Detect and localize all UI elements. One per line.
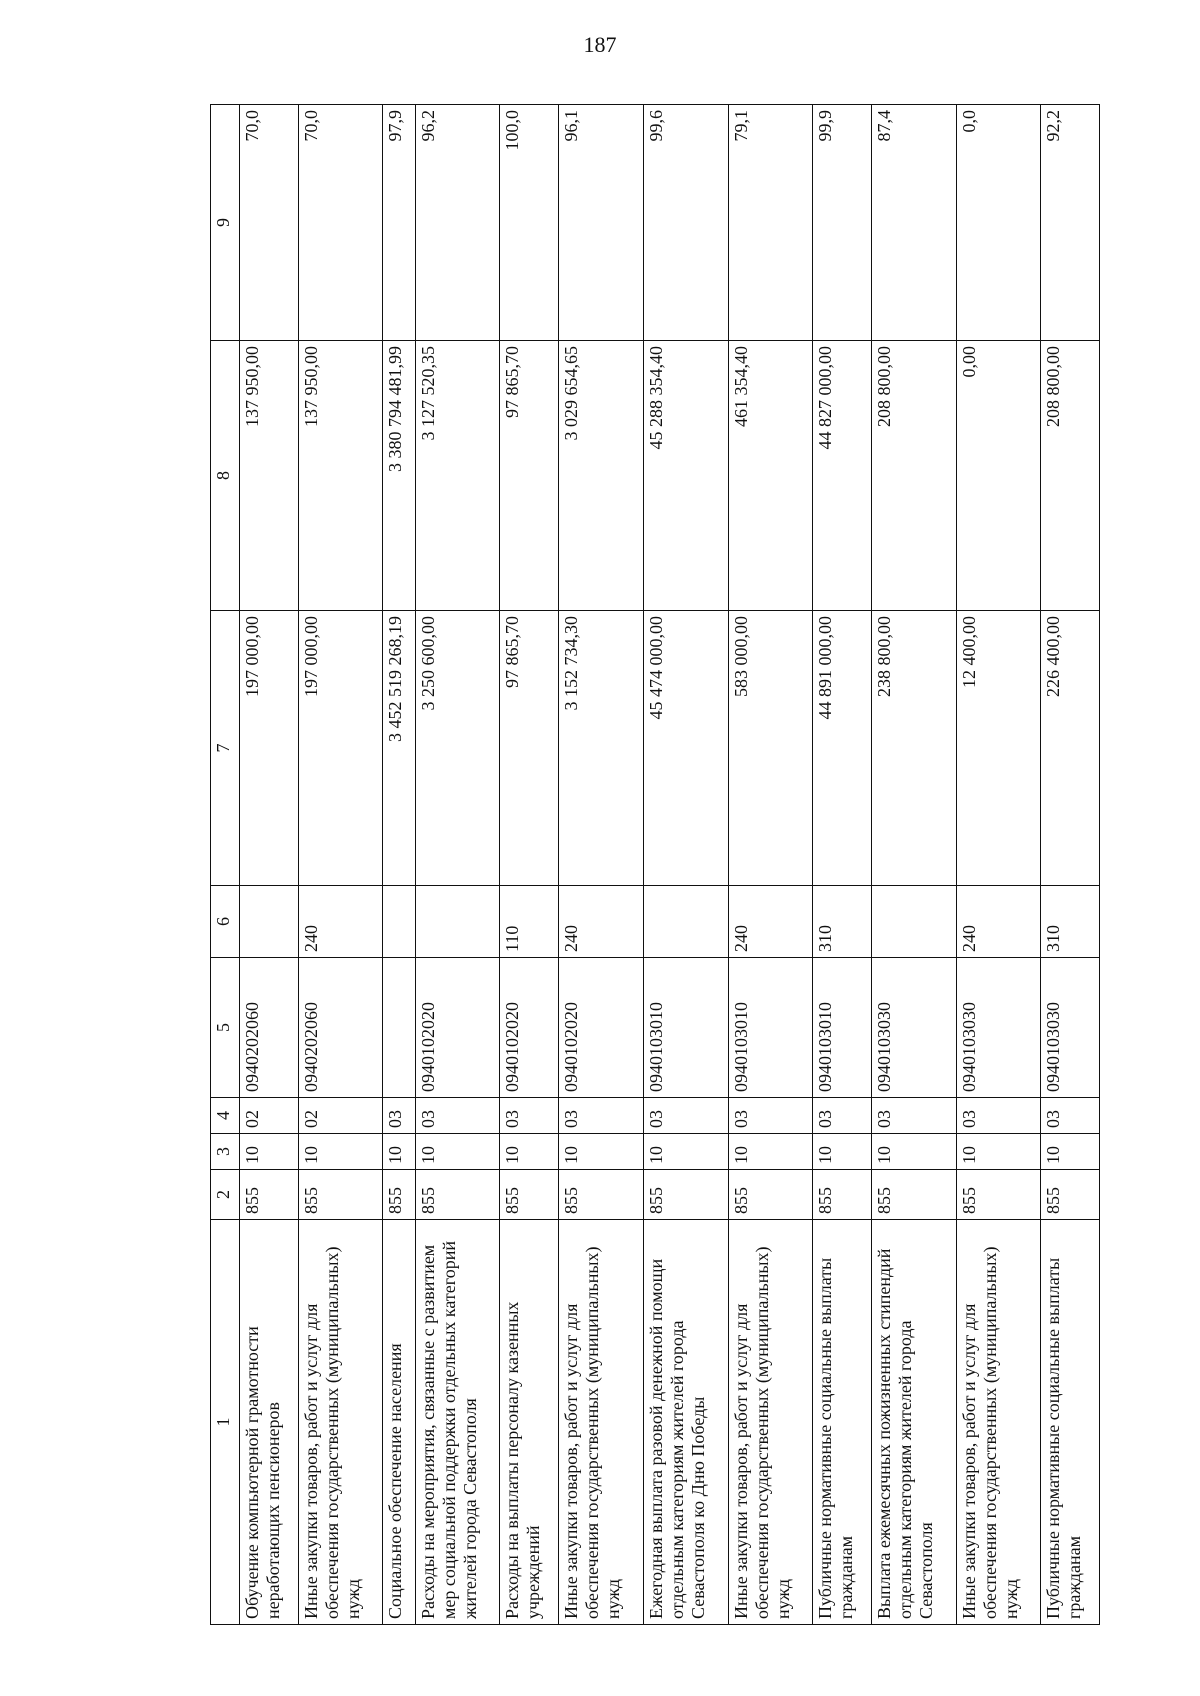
- table-row: [500, 105, 559, 1625]
- table-body: [240, 105, 1100, 1625]
- table-cell-col-9: 97,9: [383, 105, 415, 341]
- table-cell-col-7: 583 000,00: [728, 611, 813, 886]
- table-cell-col-7: 238 800,00: [871, 611, 956, 886]
- table-cell-col-1: Иные закупки товаров, работ и услуг для обеспечения государственных (муниципальных) нужд: [559, 1220, 644, 1625]
- table-cell-col-8: 3 127 520,35: [415, 341, 500, 611]
- table-row: [1041, 105, 1100, 1625]
- budget-table-container: [210, 105, 1100, 1625]
- table-row: [643, 105, 728, 1625]
- table-cell-col-4: 03: [559, 1098, 644, 1134]
- column-header-4: 4: [211, 1098, 240, 1134]
- table-cell-col-5: 0940202060: [240, 958, 299, 1098]
- rotated-table-frame: [210, 105, 1100, 1625]
- table-cell-col-1: Социальное обеспечение населения: [383, 1220, 415, 1625]
- table-cell-col-5: 0940102020: [500, 958, 559, 1098]
- table-cell-col-2: 855: [383, 1170, 415, 1220]
- table-cell-col-3: 10: [956, 1134, 1041, 1170]
- table-cell-col-4: 03: [383, 1098, 415, 1134]
- table-cell-col-4: 03: [643, 1098, 728, 1134]
- table-cell-col-5: 0940202060: [298, 958, 383, 1098]
- table-cell-col-9: 70,0: [240, 105, 299, 341]
- table-cell-col-3: 10: [383, 1134, 415, 1170]
- table-cell-col-8: 3 029 654,65: [559, 341, 644, 611]
- table-cell-col-8: 44 827 000,00: [813, 341, 872, 611]
- table-cell-col-8: 208 800,00: [1041, 341, 1100, 611]
- table-cell-col-6: [643, 886, 728, 958]
- table-cell-col-9: 99,6: [643, 105, 728, 341]
- table-cell-col-3: 10: [1041, 1134, 1100, 1170]
- table-cell-col-6: [871, 886, 956, 958]
- table-cell-col-5: 0940103030: [956, 958, 1041, 1098]
- table-cell-col-7: 197 000,00: [240, 611, 299, 886]
- table-cell-col-7: 3 452 519 268,19: [383, 611, 415, 886]
- table-cell-col-4: 03: [956, 1098, 1041, 1134]
- table-cell-col-8: 97 865,70: [500, 341, 559, 611]
- table-cell-col-4: 02: [240, 1098, 299, 1134]
- table-cell-col-1: Иные закупки товаров, работ и услуг для обеспечения государственных (муниципальных) нужд: [956, 1220, 1041, 1625]
- table-cell-col-3: 10: [500, 1134, 559, 1170]
- column-header-1: 1: [211, 1220, 240, 1625]
- table-cell-col-4: 03: [1041, 1098, 1100, 1134]
- table-cell-col-3: 10: [871, 1134, 956, 1170]
- table-cell-col-5: 0940102020: [559, 958, 644, 1098]
- table-cell-col-2: 855: [813, 1170, 872, 1220]
- table-cell-col-6: 240: [728, 886, 813, 958]
- table-row: [415, 105, 500, 1625]
- table-row: [383, 105, 415, 1625]
- table-cell-col-8: 45 288 354,40: [643, 341, 728, 611]
- table-cell-col-3: 10: [559, 1134, 644, 1170]
- table-row: [813, 105, 872, 1625]
- table-cell-col-1: Публичные нормативные социальные выплаты гражданам: [813, 1220, 872, 1625]
- table-cell-col-7: 197 000,00: [298, 611, 383, 886]
- table-row: [871, 105, 956, 1625]
- table-cell-col-2: 855: [240, 1170, 299, 1220]
- table-cell-col-9: 96,1: [559, 105, 644, 341]
- budget-table: [210, 104, 1100, 1625]
- page-number: 187: [583, 32, 617, 57]
- table-cell-col-5: 0940102020: [415, 958, 500, 1098]
- table-cell-col-6: 310: [1041, 886, 1100, 958]
- table-cell-col-8: 0,00: [956, 341, 1041, 611]
- table-cell-col-5: [383, 958, 415, 1098]
- column-header-6: 6: [211, 886, 240, 958]
- table-cell-col-4: 03: [500, 1098, 559, 1134]
- header-row: [211, 105, 240, 1625]
- table-cell-col-5: 0940103010: [728, 958, 813, 1098]
- table-cell-col-8: 137 950,00: [298, 341, 383, 611]
- table-cell-col-9: 100,0: [500, 105, 559, 341]
- table-cell-col-6: 110: [500, 886, 559, 958]
- table-cell-col-7: 97 865,70: [500, 611, 559, 886]
- table-cell-col-6: [415, 886, 500, 958]
- column-header-7: 7: [211, 611, 240, 886]
- table-cell-col-2: 855: [1041, 1170, 1100, 1220]
- table-cell-col-9: 92,2: [1041, 105, 1100, 341]
- table-cell-col-7: 226 400,00: [1041, 611, 1100, 886]
- table-cell-col-5: 0940103010: [813, 958, 872, 1098]
- table-cell-col-7: 3 250 600,00: [415, 611, 500, 886]
- table-cell-col-1: Публичные нормативные социальные выплаты гражданам: [1041, 1220, 1100, 1625]
- table-cell-col-3: 10: [240, 1134, 299, 1170]
- column-header-9: 9: [211, 105, 240, 341]
- table-cell-col-2: 855: [643, 1170, 728, 1220]
- table-cell-col-9: 79,1: [728, 105, 813, 341]
- table-cell-col-9: 70,0: [298, 105, 383, 341]
- table-row: [956, 105, 1041, 1625]
- table-cell-col-7: 12 400,00: [956, 611, 1041, 886]
- table-cell-col-6: [240, 886, 299, 958]
- table-cell-col-9: 87,4: [871, 105, 956, 341]
- table-row: [298, 105, 383, 1625]
- table-cell-col-1: Выплата ежемесячных пожизненных стипендий отдельным категориям жителей города Севастополя: [871, 1220, 956, 1625]
- table-cell-col-2: 855: [415, 1170, 500, 1220]
- table-cell-col-3: 10: [415, 1134, 500, 1170]
- table-cell-col-4: 02: [298, 1098, 383, 1134]
- table-cell-col-4: 03: [415, 1098, 500, 1134]
- table-row: [559, 105, 644, 1625]
- table-row: [728, 105, 813, 1625]
- table-cell-col-3: 10: [643, 1134, 728, 1170]
- column-header-5: 5: [211, 958, 240, 1098]
- table-cell-col-1: Иные закупки товаров, работ и услуг для обеспечения государственных (муниципальных) нужд: [728, 1220, 813, 1625]
- table-row: [240, 105, 299, 1625]
- table-cell-col-6: 310: [813, 886, 872, 958]
- table-cell-col-4: 03: [813, 1098, 872, 1134]
- table-cell-col-9: 96,2: [415, 105, 500, 341]
- table-cell-col-7: 44 891 000,00: [813, 611, 872, 886]
- column-header-3: 3: [211, 1134, 240, 1170]
- table-cell-col-1: Расходы на выплаты персоналу казенных учреждений: [500, 1220, 559, 1625]
- table-cell-col-2: 855: [871, 1170, 956, 1220]
- table-cell-col-2: 855: [956, 1170, 1041, 1220]
- table-cell-col-2: 855: [728, 1170, 813, 1220]
- table-cell-col-5: 0940103010: [643, 958, 728, 1098]
- table-cell-col-2: 855: [500, 1170, 559, 1220]
- table-cell-col-3: 10: [813, 1134, 872, 1170]
- table-cell-col-1: Расходы на мероприятия, связанные с развитием мер социальной поддержки отдельных категорий жителей города Севастополя: [415, 1220, 500, 1625]
- table-cell-col-6: 240: [298, 886, 383, 958]
- table-cell-col-2: 855: [298, 1170, 383, 1220]
- table-cell-col-6: [383, 886, 415, 958]
- column-header-2: 2: [211, 1170, 240, 1220]
- table-cell-col-9: 99,9: [813, 105, 872, 341]
- table-cell-col-8: 3 380 794 481,99: [383, 341, 415, 611]
- table-cell-col-1: Иные закупки товаров, работ и услуг для обеспечения государственных (муниципальных) нужд: [298, 1220, 383, 1625]
- table-cell-col-8: 137 950,00: [240, 341, 299, 611]
- table-cell-col-7: 3 152 734,30: [559, 611, 644, 886]
- table-cell-col-5: 0940103030: [871, 958, 956, 1098]
- table-cell-col-4: 03: [871, 1098, 956, 1134]
- table-cell-col-7: 45 474 000,00: [643, 611, 728, 886]
- table-cell-col-9: 0,0: [956, 105, 1041, 341]
- table-cell-col-6: 240: [559, 886, 644, 958]
- table-cell-col-5: 0940103030: [1041, 958, 1100, 1098]
- table-cell-col-8: 461 354,40: [728, 341, 813, 611]
- table-cell-col-2: 855: [559, 1170, 644, 1220]
- column-header-8: 8: [211, 341, 240, 611]
- table-cell-col-3: 10: [728, 1134, 813, 1170]
- table-cell-col-1: Обучение компьютерной грамотности неработающих пенсионеров: [240, 1220, 299, 1625]
- table-cell-col-3: 10: [298, 1134, 383, 1170]
- table-cell-col-1: Ежегодная выплата разовой денежной помощи отдельным категориям жителей города Севастополя ко Дню Победы: [643, 1220, 728, 1625]
- table-cell-col-6: 240: [956, 886, 1041, 958]
- table-cell-col-8: 208 800,00: [871, 341, 956, 611]
- table-cell-col-4: 03: [728, 1098, 813, 1134]
